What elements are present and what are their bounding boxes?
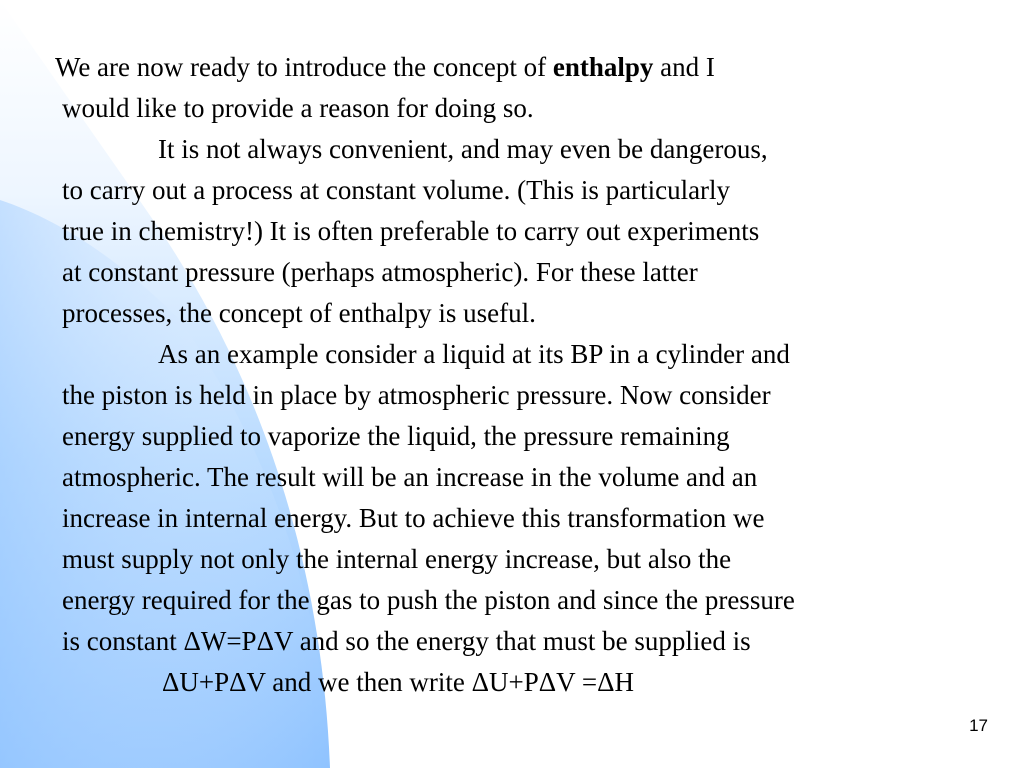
para3-line8: is constant ΔW=PΔV and so the energy that must be supplied is — [62, 626, 751, 656]
para2-line5: processes, the concept of enthalpy is useful. — [62, 298, 536, 328]
para1-text-after: and I — [653, 52, 715, 82]
para2-line3: true in chemistry!) It is often preferable to carry out experiments — [62, 216, 760, 246]
para3-line3: energy supplied to vaporize the liquid, the pressure remaining — [62, 421, 730, 451]
page-number: 17 — [969, 716, 988, 735]
para3-line6: must supply not only the internal energy increase, but also the — [62, 544, 732, 574]
para2-line2: to carry out a process at constant volume. (This is particularly — [62, 175, 731, 205]
para3-line7: energy required for the gas to push the piston and since the pressure — [62, 585, 795, 615]
para2-line4: at constant pressure (perhaps atmospheric). For these latter — [62, 257, 698, 287]
para3-line4: atmospheric. The result will be an increase in the volume and an — [62, 462, 758, 492]
para3-line1: As an example consider a liquid at its BP in a cylinder and — [158, 339, 790, 369]
para1-line1 — [55, 54, 715, 81]
para3-line9-equation: ΔU+PΔV and we then write ΔU+PΔV =ΔH — [162, 667, 634, 697]
para3-line5: increase in internal energy. But to achieve this transformation we — [62, 503, 765, 533]
para3-line2: the piston is held in place by atmospheric pressure. Now consider — [62, 380, 771, 410]
enthalpy-bold-term: enthalpy — [552, 52, 654, 82]
para2-line1: It is not always convenient, and may even be dangerous, — [158, 134, 768, 164]
para1-line2: would like to provide a reason for doing so. — [62, 93, 534, 123]
para1-text-before: We are now ready to introduce the concept of — [55, 52, 553, 82]
